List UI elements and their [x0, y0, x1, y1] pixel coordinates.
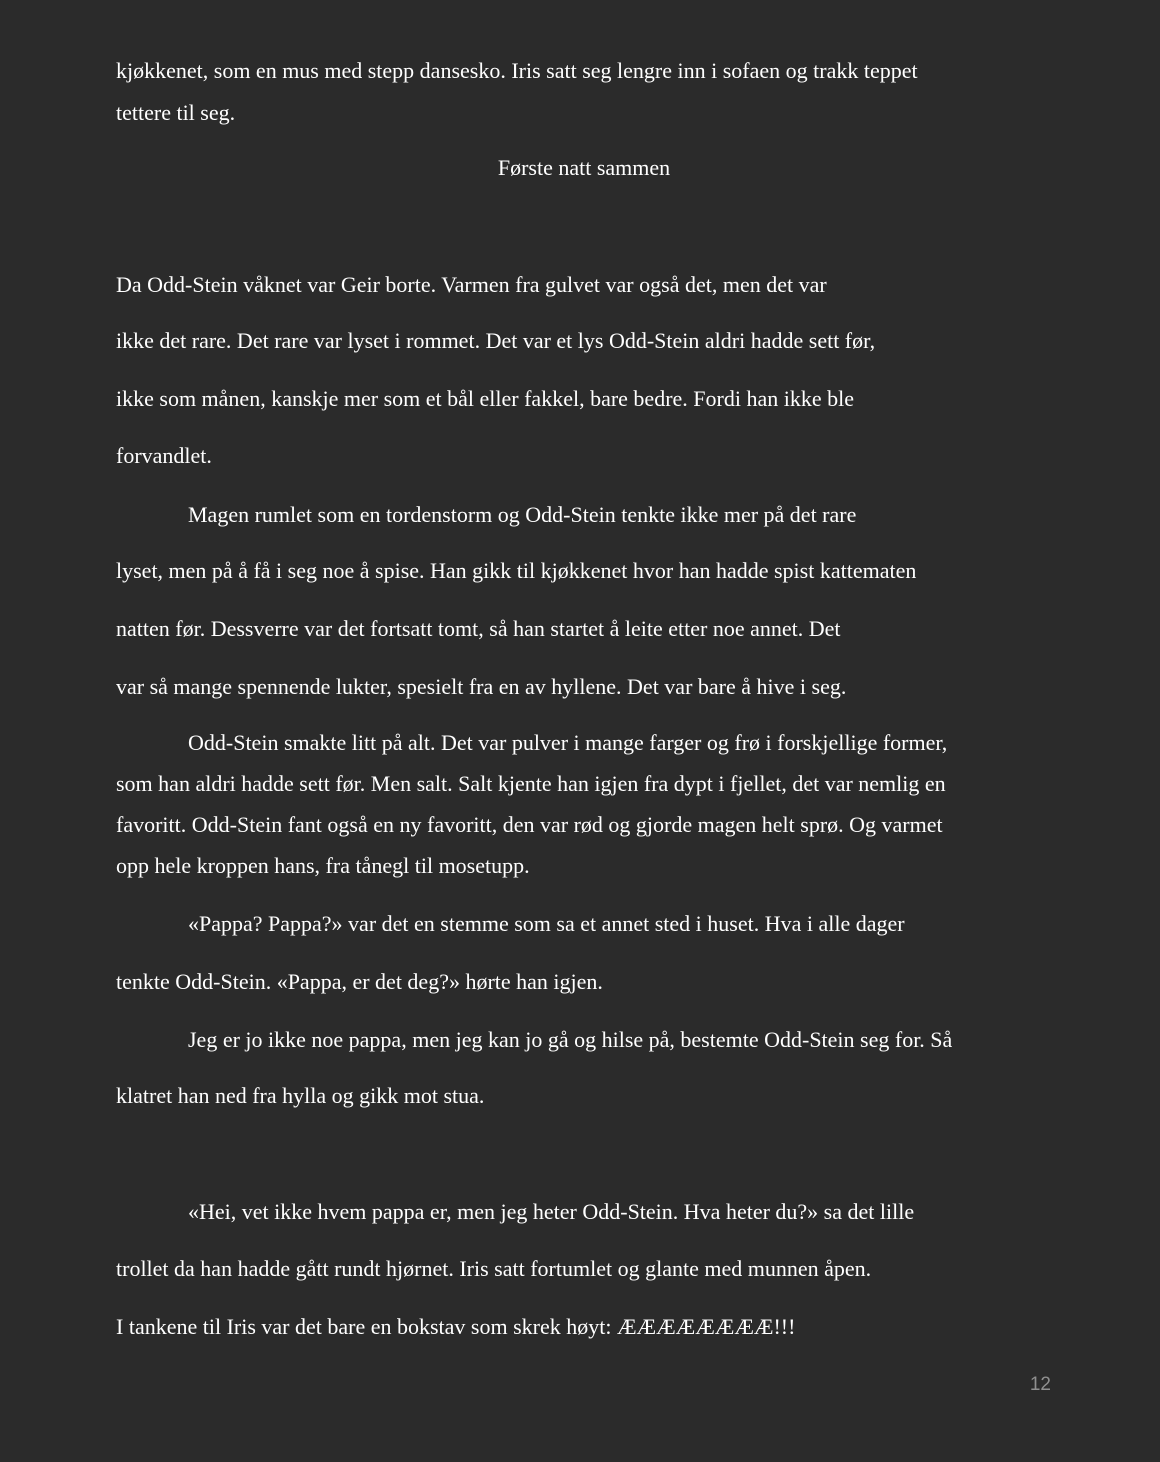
text-line: Da Odd-Stein våknet var Geir borte. Varmen fra gulvet var også det, men det var	[116, 272, 827, 297]
text-line: Magen rumlet som en tordenstorm og Odd-Stein tenkte ikke mer på det rare	[188, 502, 857, 527]
text-line: lyset, men på å få i seg noe å spise. Han gikk til kjøkkenet hvor han hadde spist kattematen	[116, 558, 917, 583]
text-line: kjøkkenet, som en mus med stepp dansesko. Iris satt seg lengre inn i sofaen og trakk teppet	[116, 58, 918, 83]
text-line: ikke det rare. Det rare var lyset i rommet. Det var et lys Odd-Stein aldri hadde sett før,	[116, 328, 876, 353]
text-line: I tankene til Iris var det bare en bokstav som skrek høyt: ÆÆÆÆÆÆÆÆ!!!	[116, 1314, 796, 1339]
text-line: opp hele kroppen hans, fra tånegl til mosetupp.	[116, 853, 530, 878]
text-line: «Hei, vet ikke hvem pappa er, men jeg heter Odd-Stein. Hva heter du?» sa det lille	[188, 1199, 915, 1224]
text-line: var så mange spennende lukter, spesielt fra en av hyllene. Det var bare å hive i seg.	[116, 674, 847, 699]
text-line: tettere til seg.	[116, 100, 236, 125]
text-line: Jeg er jo ikke noe pappa, men jeg kan jo gå og hilse på, bestemte Odd-Stein seg for. Så	[188, 1027, 953, 1052]
text-line: klatret han ned fra hylla og gikk mot stua.	[116, 1083, 485, 1108]
chapter-heading: Første natt sammen	[497, 155, 671, 180]
text-line: trollet da han hadde gått rundt hjørnet. Iris satt fortumlet og glante med munnen åpen.	[116, 1256, 872, 1281]
text-line: «Pappa? Pappa?» var det en stemme som sa et annet sted i huset. Hva i alle dager	[188, 911, 905, 936]
text-line: natten før. Dessverre var det fortsatt tomt, så han startet å leite etter noe annet. Det	[116, 616, 841, 641]
page-number: 12	[1029, 1374, 1051, 1395]
text-line: tenkte Odd-Stein. «Pappa, er det deg?» hørte han igjen.	[116, 969, 603, 994]
text-line: forvandlet.	[116, 443, 212, 468]
text-line: som han aldri hadde sett før. Men salt. Salt kjente han igjen fra dypt i fjellet, det var nemlig en	[116, 771, 946, 796]
text-line: ikke som månen, kanskje mer som et bål eller fakkel, bare bedre. Fordi han ikke ble	[116, 386, 854, 411]
text-line: Odd-Stein smakte litt på alt. Det var pulver i mange farger og frø i forskjellige former,	[188, 730, 948, 755]
text-line: favoritt. Odd-Stein fant også en ny favoritt, den var rød og gjorde magen helt sprø. Og varmet	[116, 812, 943, 837]
